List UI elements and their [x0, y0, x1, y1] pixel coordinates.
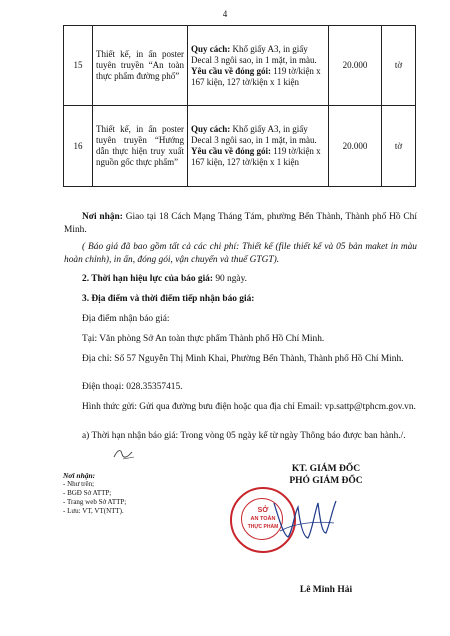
recipients-block: [63, 471, 223, 516]
item-stt: 15: [64, 26, 93, 106]
table-row: [64, 106, 416, 187]
pack-label: Yêu cầu về đóng gói:: [191, 65, 272, 76]
delivery-text: Giao tại 18 Cách Mạng Tháng Tám, phường Bến Thành, Thành phố Hồ Chí Minh.: [64, 212, 417, 235]
validity-value: 90 ngày.: [212, 274, 248, 284]
deadline-line: a) Thời hạn nhận báo giá: Trong vòng 05 ngày kể từ ngày Thông báo được ban hành./.: [82, 431, 406, 441]
delivery-paragraph: [64, 211, 417, 236]
signer-name: Lê Minh Hải: [299, 585, 353, 595]
table-row: [64, 26, 416, 106]
validity-line: [64, 273, 417, 286]
item-unit: tờ: [382, 26, 416, 106]
recipients-title: Nơi nhận:: [63, 471, 96, 480]
item-spec: [188, 106, 329, 187]
item-quantity: 20.000: [329, 106, 382, 187]
item-unit: tờ: [382, 106, 416, 187]
section3-title: 3. Địa điểm và thời điểm tiếp nhận báo giá:: [82, 294, 255, 304]
sign-title-1: KT. GIÁM ĐỐC: [291, 464, 361, 474]
at-line: Tại: Văn phòng Sở An toàn thực phẩm Thành phố Hồ Chí Minh.: [82, 334, 325, 344]
item-name: Thiết kế, in ấn poster tuyên truyền “An toàn thực phẩm đường phố”: [93, 26, 188, 106]
handwritten-signature: [270, 493, 340, 548]
sign-title-2: PHÓ GIÁM ĐỐC: [289, 476, 363, 486]
address-line: Địa chỉ: Số 57 Nguyễn Thị Minh Khai, Phường Bến Thành, Thành phố Hồ Chí Minh.: [82, 354, 404, 364]
spec-text: Khổ giấy A3, in giấy Decal 3 ngôi sao, in 1 mặt, in màu.: [191, 43, 317, 65]
recipient-item: - Như trên;: [63, 480, 95, 488]
spec-label: Quy cách:: [191, 43, 231, 54]
validity-label: 2. Thời hạn hiệu lực của báo giá:: [82, 274, 213, 284]
send-line: Hình thức gửi: Gửi qua đường bưu điện hoặc qua địa chỉ Email: vp.sattp@tphcm.gov.vn.: [82, 402, 416, 412]
signature-title: [222, 463, 430, 487]
item-stt: 16: [64, 106, 93, 187]
phone-line: Điện thoại: 028.35357415.: [82, 382, 183, 392]
items-table: [63, 25, 416, 187]
stamp-line: SỞ: [257, 507, 269, 514]
item-quantity: 20.000: [329, 26, 382, 106]
spec-label: Quy cách:: [191, 124, 231, 134]
pack-label: Yêu cầu về đóng gói:: [191, 146, 272, 156]
stamp-line: THỰC PHẨM: [247, 524, 279, 530]
delivery-label: Nơi nhận:: [82, 212, 123, 222]
pack-text: 119 tờ/kiện x 167 kiện, 127 tờ/kiện x 1 kiện: [191, 146, 321, 167]
recipient-item: - Trang web Sở ATTP;: [63, 498, 127, 506]
item-name: Thiết kế, in ấn poster tuyên truyền “Hướng dẫn thực hiện truy xuất nguồn gốc thực phẩm”: [93, 106, 188, 187]
location-label: Địa điểm nhận báo giá:: [82, 314, 170, 324]
item-spec: [188, 26, 329, 106]
initial-mark: [112, 447, 136, 461]
recipient-item: - BGĐ Sở ATTP;: [63, 489, 112, 497]
page-number: 4: [222, 9, 228, 19]
stamp-line: AN TOÀN: [250, 516, 276, 522]
pack-text: 119 tờ/kiện x 167 kiện, 127 tờ/kiện x 1 kiện: [191, 65, 321, 87]
spec-text: Khổ giấy A3, in giấy Decal 3 ngôi sao, in 1 mặt, in màu.: [191, 124, 317, 145]
recipient-item: - Lưu: VT, VT(NTT).: [63, 507, 124, 515]
price-note: ( Báo giá đã bao gồm tất cả các chi phí: Thiết kế (file thiết kế và 05 bản maket in màu hoàn chỉnh), in ấn, đóng gói, vận chuyển và thuế GTGT).: [64, 242, 417, 265]
